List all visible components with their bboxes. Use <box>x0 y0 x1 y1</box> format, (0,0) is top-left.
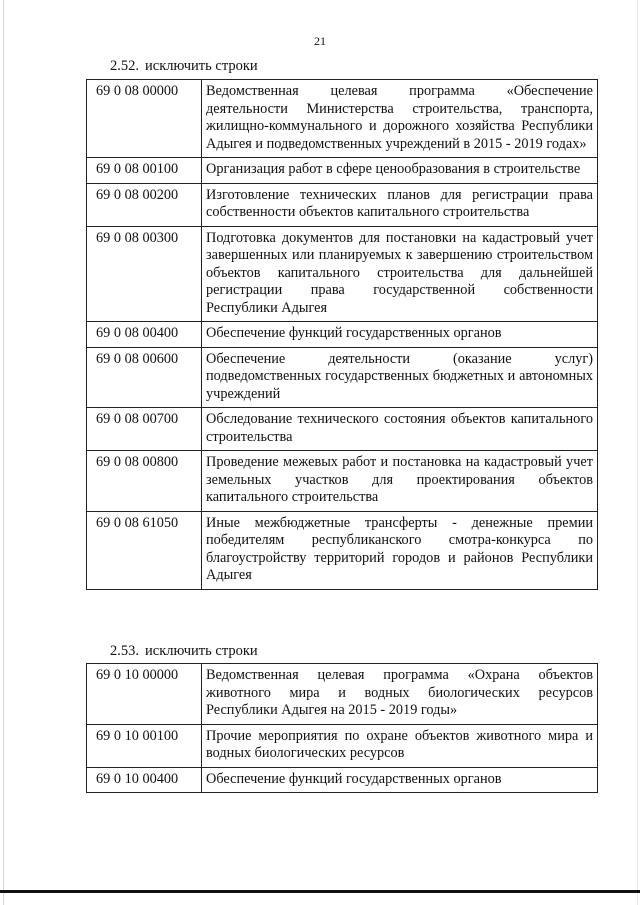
description-cell: Обеспечение деятельности (оказание услуг) подведомственных государственных бюджетных и автономных учреждений <box>202 347 598 408</box>
section-heading <box>110 58 258 75</box>
description-cell: Организация работ в сфере ценообразования в строительстве <box>202 158 598 184</box>
code-cell: 69 0 08 00100 <box>87 158 202 184</box>
table-row <box>87 767 598 793</box>
code-cell: 69 0 08 61050 <box>87 511 202 589</box>
codes-table <box>86 663 598 793</box>
code-cell: 69 0 10 00400 <box>87 767 202 793</box>
table-row <box>87 724 598 767</box>
code-cell: 69 0 08 00300 <box>87 226 202 322</box>
description-cell: Обеспечение функций государственных органов <box>202 322 598 348</box>
code-cell: 69 0 08 00800 <box>87 451 202 512</box>
section-heading <box>110 643 258 660</box>
scan-margin-line <box>3 0 4 905</box>
page-number: 21 <box>314 34 326 48</box>
description-cell: Иные межбюджетные трансферты - денежные премии победителям республиканского смотра-конкурса по благоустройству территорий городов и районов Республики Адыгея <box>202 511 598 589</box>
section-title: исключить строки <box>145 58 258 74</box>
table-row <box>87 511 598 589</box>
description-cell: Изготовление технических планов для регистрации права собственности объектов капитального строительства <box>202 183 598 226</box>
code-cell: 69 0 10 00100 <box>87 724 202 767</box>
description-cell: Проведение межевых работ и постановка на кадастровый учет земельных участков для проектирования объектов капитального строительства <box>202 451 598 512</box>
code-cell: 69 0 08 00700 <box>87 408 202 451</box>
section-number: 2.52. <box>110 58 139 74</box>
description-cell: Ведомственная целевая программа «Обеспечение деятельности Министерства строительства, транспорта, жилищно-коммунального и дорожного хозяйства Республики Адыгея и подведомственных учреждений в 2015 - 2019 годах» <box>202 80 598 158</box>
table-row <box>87 226 598 322</box>
code-cell: 69 0 08 00200 <box>87 183 202 226</box>
table-row <box>87 322 598 348</box>
codes-table <box>86 79 598 590</box>
description-cell: Подготовка документов для постановки на кадастровый учет завершенных или планируемых к завершению строительством объектов капитального строительства для дальнейшей регистрации права государственной собственности Республики Адыгея <box>202 226 598 322</box>
table-row <box>87 183 598 226</box>
scan-bottom-edge <box>0 890 640 893</box>
code-cell: 69 0 10 00000 <box>87 664 202 725</box>
section-title: исключить строки <box>145 643 258 659</box>
description-cell: Обследование технического состояния объектов капитального строительства <box>202 408 598 451</box>
scan-margin-line <box>637 0 638 905</box>
code-cell: 69 0 08 00000 <box>87 80 202 158</box>
description-cell: Обеспечение функций государственных органов <box>202 767 598 793</box>
description-cell: Прочие мероприятия по охране объектов животного мира и водных биологических ресурсов <box>202 724 598 767</box>
code-cell: 69 0 08 00400 <box>87 322 202 348</box>
table-row <box>87 347 598 408</box>
table-row <box>87 158 598 184</box>
description-cell: Ведомственная целевая программа «Охрана объектов животного мира и водных биологических ресурсов Республики Адыгея на 2015 - 2019 годы» <box>202 664 598 725</box>
table-row <box>87 451 598 512</box>
table-row <box>87 408 598 451</box>
section-number: 2.53. <box>110 643 139 659</box>
table-row <box>87 80 598 158</box>
table-row <box>87 664 598 725</box>
code-cell: 69 0 08 00600 <box>87 347 202 408</box>
